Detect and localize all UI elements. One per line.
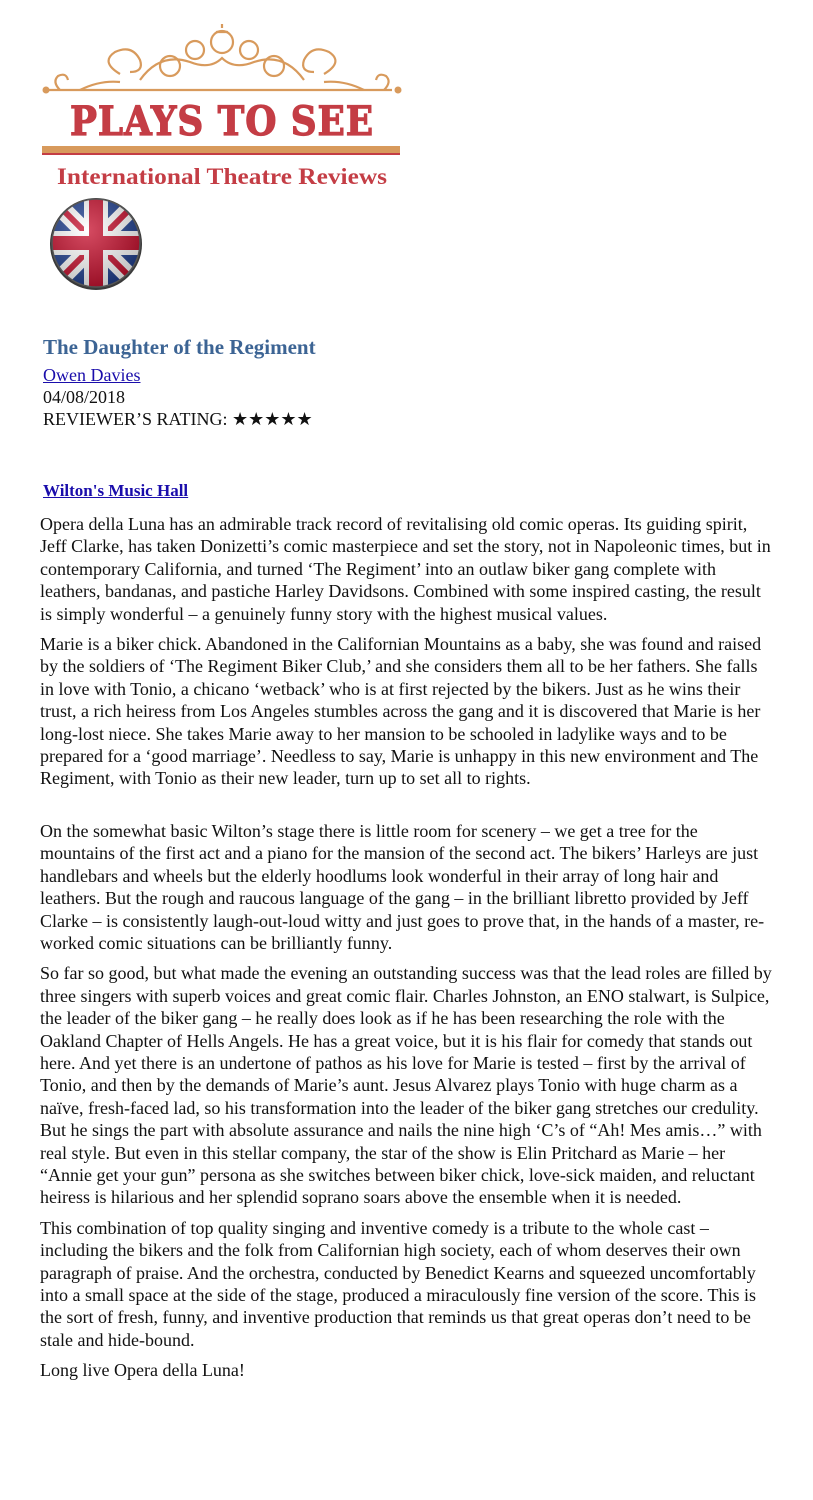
logo-divider-accent	[42, 153, 400, 155]
venue	[43, 481, 188, 501]
review-paragraph: Marie is a biker chick. Abandoned in the Californian Mountains as a baby, she was found and raised by the soldiers of ‘The Regiment Biker Club,’ and she considers them all to be her fathers. She falls in love with Tonio, a chicano ‘wetback’ who is at first rejected by the bikers. Just as he wins their trust, a rich heiress from Los Angeles stumbles across the gang and it is discovered that Marie is her long-lost niece. She takes Marie away to her mansion to be schooled in ladylike ways and to be prepared for a ‘good marriage’. Needless to say, Marie is unhappy in this new environment and The Regiment, with Tonio as their new leader, turn up to set all to rights.	[40, 634, 762, 789]
rating-label: REVIEWER’S RATING:	[43, 409, 228, 429]
review-paragraph: On the somewhat basic Wilton’s stage there is little room for scenery – we get a tree for the mountains of the first act and a piano for the mansion of the second act. The bikers’ Harleys are just handlebars and wheels but the elderly hoodlums look wonderful in their array of long hair and leathers. But the rough and raucous language of the gang – in the brilliant libretto provided by Jeff Clarke – is consistently laugh-out-loud witty and just goes to prove that, in the hands of a master, re-worked comic situations can be brilliantly funny.	[40, 820, 765, 953]
union-jack-icon	[48, 195, 144, 291]
review-title: The Daughter of the Regiment	[43, 335, 316, 359]
site-tagline: International Theatre Reviews	[57, 164, 388, 189]
rating-stars: ★★★★★	[231, 409, 313, 429]
site-logo[interactable]	[40, 22, 404, 192]
review-paragraph: Long live Opera della Luna!	[40, 1360, 245, 1381]
review-paragraph: Opera della Luna has an admirable track record of revitalising old comic operas. Its guiding spirit, Jeff Clarke, has taken Donizetti’s comic masterpiece and set the story, not in Napoleonic times, but in contemporary California, and turned ‘The Regiment’ into an outlaw biker gang complete with leathers, bandanas, and pastiche Harley Davidsons. Combined with some inspired casting, the result is simply wonderful – a genuinely funny story with the highest musical values.	[40, 514, 771, 624]
review-paragraph: This combination of top quality singing and inventive comedy is a tribute to the whole cast – including the bikers and the folk from Californian high society, each of whom deserves their own paragraph of praise. And the orchestra, conducted by Benedict Kearns and squeezed uncomfortably into a small space at the side of the stage, produced a miraculously fine version of the score. This is the sort of fresh, funny, and inventive production that reminds us that great operas don’t need to be stale and hide-bound.	[40, 1217, 756, 1350]
reviewer-rating	[43, 408, 783, 430]
review-paragraph: So far so good, but what made the evening an outstanding success was that the lead roles are filled by three singers with superb voices and great comic flair. Charles Johnston, an ENO stalwart, is Sulpice, the leader of the biker gang – he really does look as if he has been researching the role with the Oakland Chapter of Hells Angels. He has a great voice, but it is his flair for comedy that stands out here. And yet there is an undertone of pathos as his love for Marie is tested – first by the arrival of Tonio, and then by the demands of Marie’s aunt. Jesus Alvarez plays Tonio with huge charm as a naïve, fresh-faced lad, so his transformation into the leader of the biker gang stretches our credulity. But he sings the part with absolute assurance and nails the nine high ‘C’s of “Ah! Mes amis…” with real style. But even in this stellar company, the star of the show is Elin Pritchard as Marie – her “Annie get your gun” persona as she switches between biker chick, love-sick maiden, and reluctant heiress is hilarious and her splendid soprano soars above the ensemble when it is needed.	[40, 963, 772, 1208]
site-name: PLAYS TO SEE	[70, 98, 374, 145]
review-body	[40, 513, 775, 1390]
logo-graphic	[40, 22, 404, 192]
review-meta	[43, 334, 783, 430]
review-date: 04/08/2018	[43, 387, 126, 407]
logo-divider	[42, 146, 400, 153]
venue-link[interactable]: Wilton's Music Hall	[43, 481, 189, 500]
author-link[interactable]: Owen Davies	[43, 365, 141, 385]
ornament-icon	[48, 24, 392, 90]
